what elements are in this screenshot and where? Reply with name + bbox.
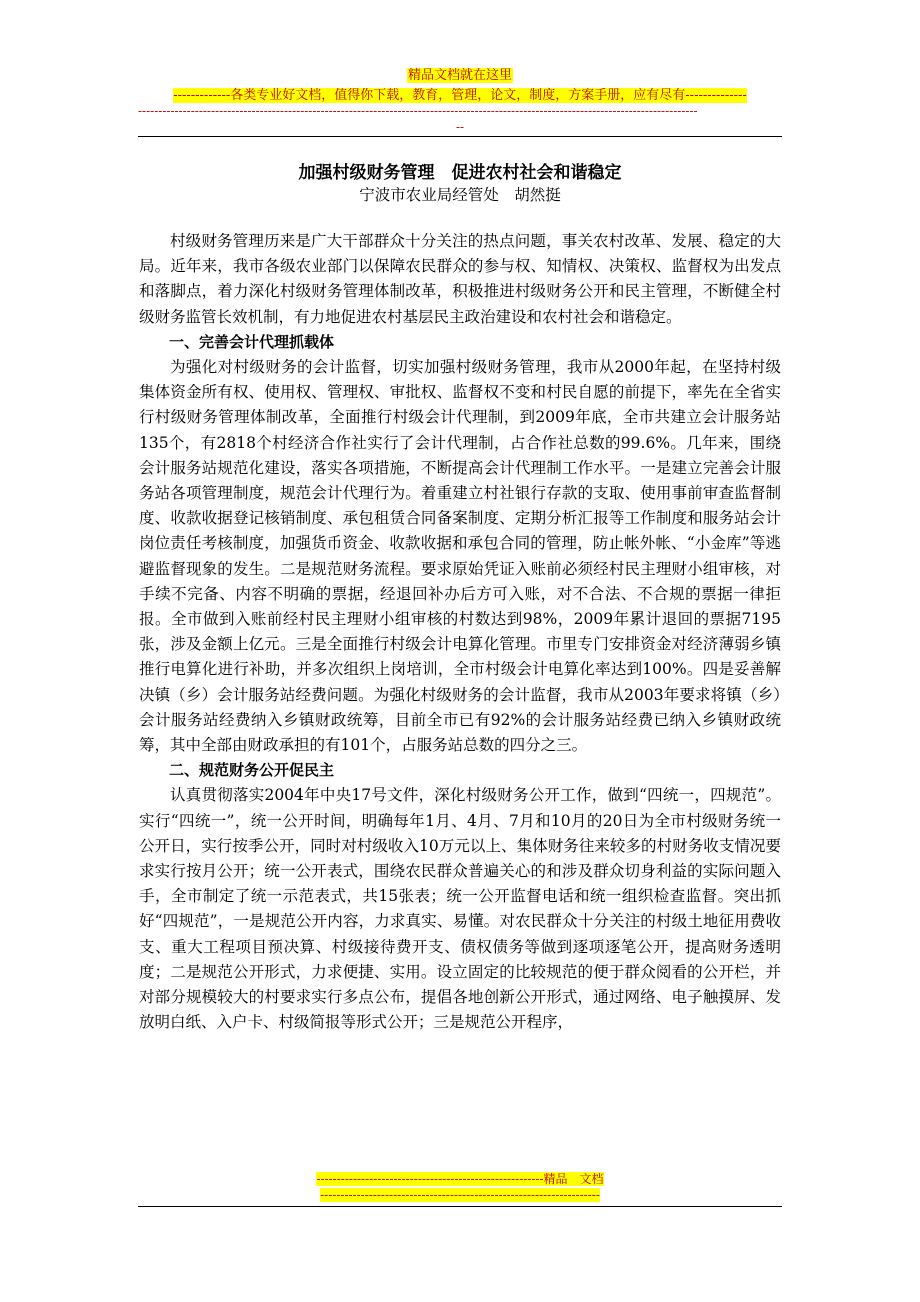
document-title: 加强村级财务管理 促进农村社会和谐稳定 bbox=[298, 163, 622, 183]
header-banner: -------------各类专业好文档，值得你下载，教育，管理，论文，制度，方案手册，应有尽有-------------- bbox=[173, 88, 747, 103]
footer-dash-line: --------------------------------------------------------------------- bbox=[320, 1188, 600, 1202]
paragraph-section-2: 认真贯彻落实2004年中央17号文件，深化村级财务公开工作，做到“四统一，四规范”。实行“四统一”，统一公开时间，明确每年1月、4月、7月和10月的20日为全市村级财务统一公开日，实行按季公开，同时对村级收入10万元以上、集体财务往来较多的村财务收支情况要求实行按月公开；统一公开表式，围绕农民群众普遍关心的和涉及群众切身利益的实际问题入手，全市制定了统一示范表式，共15张表；统一公开监督电话和统一组织检查监督。突出抓好“四规范”，一是规范公开内容，力求真实、易懂。对农民群众十分关注的村级土地征用费收支、重大工程项目预决算、村级接待费开支、债权债务等做到逐项逐笔公开，提高财务透明度；二是规范公开形式，力求便捷、实用。设立固定的比较规范的便于群众阅看的公开栏，并对部分规模较大的村要求实行多点公布，提倡各地创新公开形式，通过网络、电子触摸屏、发放明白纸、入户卡、村级简报等形式公开；三是规范公开程序， bbox=[139, 786, 781, 1032]
document-body bbox=[139, 229, 781, 1036]
paragraph-intro: 村级财务管理历来是广大干部群众十分关注的热点问题，事关农村改革、发展、稳定的大局。近年来，我市各级农业部门以保障农民群众的参与权、知情权、决策权、监督权为出发点和落脚点，着力深化村级财务管理体制改革，积极推进村级财务公开和民主管理，不断健全村级财务监管长效机制，有力地促进农村基层民主政治建设和农村社会和谐稳定。 bbox=[139, 232, 781, 326]
document-author: 宁波市农业局经管处 胡然挺 bbox=[359, 186, 561, 204]
footer-rule bbox=[138, 1206, 782, 1207]
header-top-label: 精品文档就在这里 bbox=[407, 68, 512, 83]
footer-label: --------------------------------------------------------精品 文档 bbox=[316, 1172, 604, 1186]
header-dash-tail: -- bbox=[455, 120, 465, 134]
header-rule bbox=[138, 136, 782, 137]
paragraph-section-1: 为强化对村级财务的会计监督，切实加强村级财务管理，我市从2000年起，在坚持村级集体资金所有权、使用权、管理权、审批权、监督权不变和村民自愿的前提下，率先在全省实行村级财务管理体制改革，全面推行村级会计代理制，到2009年底，全市共建立会计服务站135个，有2818个村经济合作社实行了会计代理制，占合作社总数的99.6%。几年来，围绕会计服务站规范化建设，落实各项措施，不断提高会计代理制工作水平。一是建立完善会计服务站各项管理制度，规范会计代理行为。着重建立村社银行存款的支取、使用事前审查监督制度、收款收据登记核销制度、承包租赁合同备案制度、定期分析汇报等工作制度和服务站会计岗位责任考核制度，加强货币资金、收款收据和承包合同的管理，防止帐外帐、“小金库”等逃避监督现象的发生。二是规范财务流程。要求原始凭证入账前必须经村民主理财小组审核，对手续不完备、内容不明确的票据，经退回补办后方可入账，对不合法、不合规的票据一律拒报。全市做到入账前经村民主理财小组审核的村数达到98%，2009年累计退回的票据7195张，涉及金额上亿元。三是全面推行村级会计电算化管理。市里专门安排资金对经济薄弱乡镇推行电算化进行补助，并多次组织上岗培训，全市村级会计电算化率达到100%。四是妥善解决镇（乡）会计服务站经费问题。为强化村级财务的会计监督，我市从2003年要求将镇（乡）会计服务站经费纳入乡镇财政统筹，目前全市已有92%的会计服务站经费已纳入乡镇财政统筹，其中全部由财政承担的有101个，占服务站总数的四分之三。 bbox=[139, 358, 781, 755]
header-dash-line: ------------------------------------------------------------------------------------------------------------------------------------------ bbox=[138, 104, 698, 118]
section-heading-2: 二、规范财务公开促民主 bbox=[169, 761, 335, 780]
section-heading-1: 一、完善会计代理抓载体 bbox=[169, 332, 335, 351]
